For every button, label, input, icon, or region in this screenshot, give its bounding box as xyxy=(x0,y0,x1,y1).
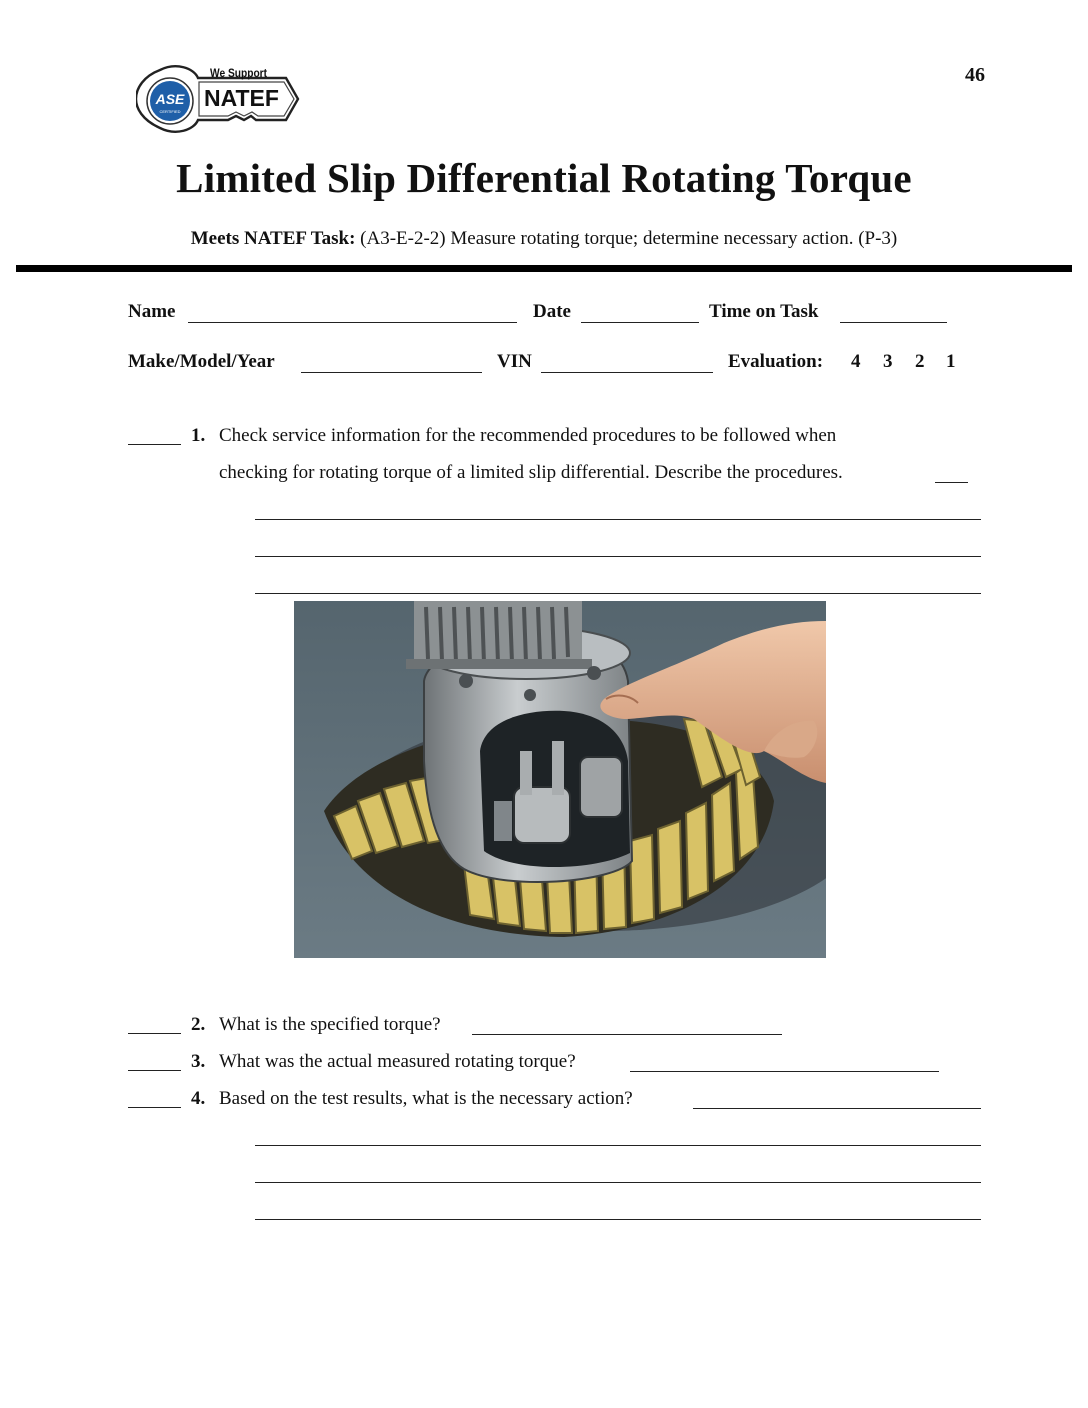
q4-answer-line-3[interactable] xyxy=(255,1219,981,1220)
name-field[interactable] xyxy=(188,322,517,323)
vin-field[interactable] xyxy=(541,372,713,373)
q1-text-line2: checking for rotating torque of a limited slip differential. Describe the procedures. xyxy=(219,462,843,483)
q4-answer-line-1[interactable] xyxy=(255,1145,981,1146)
q3-text: What was the actual measured rotating torque? xyxy=(219,1051,576,1072)
logo-name: NATEF xyxy=(204,85,279,111)
time-on-task-field[interactable] xyxy=(840,322,947,323)
q1-short-blank[interactable] xyxy=(935,482,968,483)
vin-label: VIN xyxy=(497,351,532,372)
task-line xyxy=(0,228,1088,250)
logo-tagline: We Support xyxy=(210,66,268,80)
q4-answer-field[interactable] xyxy=(693,1108,981,1109)
q2-number: 2. xyxy=(191,1014,206,1035)
q4-number: 4. xyxy=(191,1088,206,1109)
make-model-year-label: Make/Model/Year xyxy=(128,351,275,372)
q3-check-blank[interactable] xyxy=(128,1070,181,1071)
name-label: Name xyxy=(128,301,176,322)
evaluation-score-3[interactable]: 3 xyxy=(883,351,893,372)
differential-photo-graphic xyxy=(294,601,826,958)
date-field[interactable] xyxy=(581,322,699,323)
q4-check-blank[interactable] xyxy=(128,1107,181,1108)
evaluation-score-4[interactable]: 4 xyxy=(851,351,861,372)
date-label: Date xyxy=(533,301,571,322)
time-on-task-label: Time on Task xyxy=(709,301,819,322)
header-rule xyxy=(16,265,1072,272)
task-text: (A3-E-2-2) Measure rotating torque; determine necessary action. (P-3) xyxy=(360,228,898,249)
q2-text: What is the specified torque? xyxy=(219,1014,441,1035)
q1-answer-line-1[interactable] xyxy=(255,519,981,520)
evaluation-label: Evaluation: xyxy=(728,351,824,372)
q3-number: 3. xyxy=(191,1051,206,1072)
q1-number: 1. xyxy=(191,425,206,446)
page-title: Limited Slip Differential Rotating Torque xyxy=(176,155,912,201)
q1-check-blank[interactable] xyxy=(128,444,181,445)
q2-check-blank[interactable] xyxy=(128,1033,181,1034)
q4-text: Based on the test results, what is the necessary action? xyxy=(219,1088,633,1109)
logo-badge: ASE xyxy=(155,91,185,107)
make-model-year-field[interactable] xyxy=(301,372,482,373)
logo-badge-sub: CERTIFIED xyxy=(159,109,181,114)
page-number: 46 xyxy=(965,64,985,86)
q2-answer-field[interactable] xyxy=(472,1034,782,1035)
q4-answer-line-2[interactable] xyxy=(255,1182,981,1183)
evaluation-score-2[interactable]: 2 xyxy=(915,351,925,372)
q1-text-line1: Check service information for the recommended procedures to be followed when xyxy=(219,425,837,446)
differential-photo xyxy=(294,601,826,958)
q1-answer-line-3[interactable] xyxy=(255,593,981,594)
evaluation-score-1[interactable]: 1 xyxy=(946,351,956,372)
q3-answer-field[interactable] xyxy=(630,1071,939,1072)
natef-logo xyxy=(136,64,302,134)
task-label: Meets NATEF Task: xyxy=(190,228,356,249)
q1-answer-line-2[interactable] xyxy=(255,556,981,557)
